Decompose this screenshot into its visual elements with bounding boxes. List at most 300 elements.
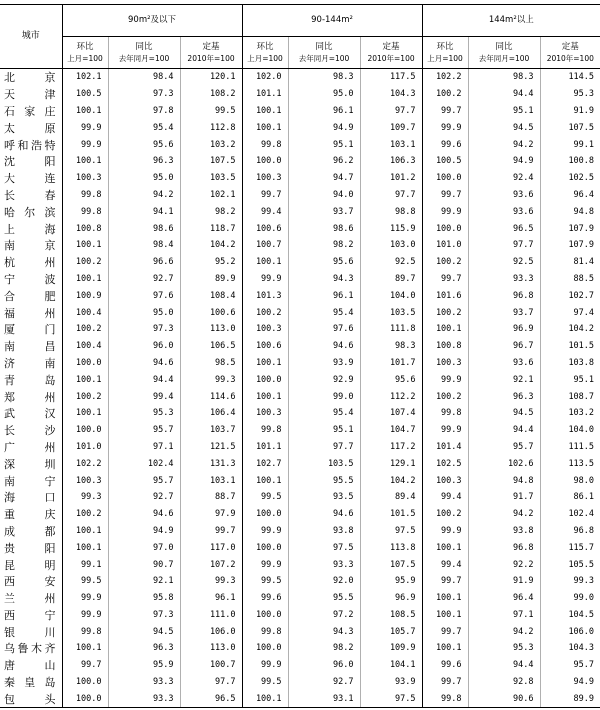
index-value: 104.2 xyxy=(540,321,600,338)
sub-header-label: 定基 xyxy=(561,41,579,52)
index-value: 111.0 xyxy=(180,607,242,624)
index-value: 94.2 xyxy=(468,623,540,640)
index-value: 98.2 xyxy=(288,237,360,254)
index-value: 94.9 xyxy=(468,153,540,170)
index-value: 100.3 xyxy=(422,472,468,489)
index-value: 95.7 xyxy=(540,657,600,674)
index-value: 94.4 xyxy=(468,86,540,103)
index-value: 98.3 xyxy=(360,338,422,355)
city-name: 沈阳 xyxy=(4,155,56,169)
city-name: 成都 xyxy=(4,524,56,538)
index-value: 95.3 xyxy=(540,86,600,103)
table-row xyxy=(0,422,600,439)
index-value: 102.2 xyxy=(422,69,468,86)
city-name: 南京 xyxy=(4,239,56,253)
index-value: 86.1 xyxy=(540,489,600,506)
index-value: 96.7 xyxy=(468,338,540,355)
index-value: 102.1 xyxy=(62,69,108,86)
index-value: 95.6 xyxy=(108,136,180,153)
table-row xyxy=(0,455,600,472)
index-value: 94.2 xyxy=(468,506,540,523)
index-value: 100.3 xyxy=(422,355,468,372)
table-row xyxy=(0,657,600,674)
index-value: 117.2 xyxy=(360,439,422,456)
city-name: 贵阳 xyxy=(4,541,56,555)
index-value: 99.4 xyxy=(108,388,180,405)
sub-header-label: 环比 xyxy=(76,41,94,52)
index-value: 99.8 xyxy=(242,422,288,439)
city-name: 海口 xyxy=(4,491,56,505)
index-value: 114.6 xyxy=(180,388,242,405)
index-value: 103.0 xyxy=(360,237,422,254)
city-name: 广州 xyxy=(4,440,56,454)
sub-header-label: 同比 xyxy=(135,41,153,52)
city-name: 银川 xyxy=(4,625,56,639)
index-value: 95.1 xyxy=(288,136,360,153)
index-value: 94.6 xyxy=(108,506,180,523)
index-value: 103.5 xyxy=(360,304,422,321)
city-column-header: 城市 xyxy=(0,5,62,69)
index-value: 93.7 xyxy=(288,203,360,220)
index-value: 97.3 xyxy=(108,321,180,338)
index-value: 99.6 xyxy=(242,590,288,607)
index-value: 92.0 xyxy=(288,573,360,590)
index-value: 97.7 xyxy=(288,439,360,456)
index-value: 100.1 xyxy=(242,690,288,707)
index-value: 93.6 xyxy=(468,355,540,372)
index-value: 98.6 xyxy=(108,220,180,237)
index-value: 104.1 xyxy=(360,657,422,674)
index-value: 97.3 xyxy=(108,86,180,103)
index-value: 104.3 xyxy=(540,640,600,657)
index-value: 103.1 xyxy=(360,136,422,153)
index-value: 107.2 xyxy=(180,556,242,573)
sub-header-fixed-base xyxy=(180,37,242,69)
index-value: 100.1 xyxy=(62,271,108,288)
index-value: 103.8 xyxy=(540,355,600,372)
index-value: 97.3 xyxy=(108,607,180,624)
index-value: 121.5 xyxy=(180,439,242,456)
sub-header-base: 去年同月=100 xyxy=(298,53,350,63)
table-row xyxy=(0,355,600,372)
index-value: 99.9 xyxy=(242,271,288,288)
index-value: 94.6 xyxy=(108,355,180,372)
index-value: 102.1 xyxy=(180,187,242,204)
index-value: 90.7 xyxy=(108,556,180,573)
index-value: 108.2 xyxy=(180,86,242,103)
index-value: 99.1 xyxy=(62,556,108,573)
index-value: 100.1 xyxy=(242,254,288,271)
price-index-table xyxy=(0,4,600,708)
index-value: 88.5 xyxy=(540,271,600,288)
index-value: 100.1 xyxy=(62,523,108,540)
index-value: 99.8 xyxy=(422,690,468,707)
table-row xyxy=(0,254,600,271)
index-value: 100.1 xyxy=(242,355,288,372)
index-value: 95.6 xyxy=(360,371,422,388)
sub-header-base: 上月=100 xyxy=(427,53,463,63)
index-value: 100.1 xyxy=(422,539,468,556)
index-value: 96.9 xyxy=(360,590,422,607)
index-value: 99.7 xyxy=(242,187,288,204)
index-value: 103.2 xyxy=(180,136,242,153)
index-value: 100.9 xyxy=(62,287,108,304)
sub-header-mom xyxy=(242,37,288,69)
index-value: 99.9 xyxy=(422,119,468,136)
index-value: 96.5 xyxy=(180,690,242,707)
city-name: 唐山 xyxy=(4,659,56,673)
index-value: 100.0 xyxy=(422,170,468,187)
index-value: 94.5 xyxy=(468,405,540,422)
table-row xyxy=(0,472,600,489)
index-value: 96.3 xyxy=(108,640,180,657)
index-value: 97.9 xyxy=(180,506,242,523)
index-value: 100.2 xyxy=(242,304,288,321)
index-value: 94.1 xyxy=(108,203,180,220)
index-value: 95.5 xyxy=(288,590,360,607)
index-value: 99.5 xyxy=(62,573,108,590)
index-value: 104.3 xyxy=(360,86,422,103)
index-value: 93.9 xyxy=(288,355,360,372)
city-name: 北京 xyxy=(4,71,56,85)
index-value: 99.9 xyxy=(62,119,108,136)
index-value: 93.8 xyxy=(468,523,540,540)
index-value: 101.3 xyxy=(242,287,288,304)
city-name: 武汉 xyxy=(4,407,56,421)
index-value: 100.1 xyxy=(242,103,288,120)
index-value: 96.5 xyxy=(468,220,540,237)
sub-header-mom xyxy=(422,37,468,69)
index-value: 99.8 xyxy=(242,623,288,640)
index-value: 100.2 xyxy=(62,321,108,338)
sub-header-label: 同比 xyxy=(495,41,513,52)
index-value: 108.7 xyxy=(540,388,600,405)
city-name: 昆明 xyxy=(4,558,56,572)
city-name: 厦门 xyxy=(4,323,56,337)
index-value: 94.4 xyxy=(108,371,180,388)
table-row xyxy=(0,674,600,691)
index-value: 101.5 xyxy=(540,338,600,355)
city-name: 福州 xyxy=(4,306,56,320)
index-value: 97.8 xyxy=(108,103,180,120)
index-value: 95.3 xyxy=(468,640,540,657)
index-value: 99.9 xyxy=(422,371,468,388)
index-value: 100.3 xyxy=(62,170,108,187)
city-name: 南宁 xyxy=(4,474,56,488)
index-value: 98.6 xyxy=(288,220,360,237)
index-value: 98.4 xyxy=(108,237,180,254)
index-value: 100.8 xyxy=(540,153,600,170)
index-value: 93.7 xyxy=(468,304,540,321)
city-name: 合肥 xyxy=(4,289,56,303)
index-value: 95.4 xyxy=(288,405,360,422)
index-value: 100.0 xyxy=(242,640,288,657)
index-value: 100.4 xyxy=(62,338,108,355)
index-value: 97.5 xyxy=(360,523,422,540)
index-value: 94.9 xyxy=(540,674,600,691)
city-name: 西宁 xyxy=(4,608,56,622)
index-value: 102.2 xyxy=(62,455,108,472)
index-value: 98.2 xyxy=(288,640,360,657)
index-value: 93.6 xyxy=(468,187,540,204)
index-value: 111.8 xyxy=(360,321,422,338)
index-value: 100.1 xyxy=(422,640,468,657)
index-value: 105.5 xyxy=(540,556,600,573)
index-value: 94.5 xyxy=(468,119,540,136)
index-value: 100.2 xyxy=(422,388,468,405)
index-value: 102.6 xyxy=(468,455,540,472)
index-value: 108.5 xyxy=(360,607,422,624)
group-header-large: 144m²以上 xyxy=(422,5,600,37)
index-value: 107.5 xyxy=(180,153,242,170)
index-value: 99.9 xyxy=(62,607,108,624)
index-value: 103.5 xyxy=(180,170,242,187)
index-value: 99.4 xyxy=(422,489,468,506)
index-value: 97.4 xyxy=(540,304,600,321)
index-value: 99.0 xyxy=(288,388,360,405)
index-value: 100.1 xyxy=(242,472,288,489)
index-value: 98.5 xyxy=(180,355,242,372)
index-value: 100.2 xyxy=(62,388,108,405)
index-value: 95.1 xyxy=(288,422,360,439)
index-value: 96.0 xyxy=(108,338,180,355)
index-value: 99.5 xyxy=(242,674,288,691)
index-value: 109.9 xyxy=(360,640,422,657)
index-value: 95.9 xyxy=(360,573,422,590)
index-value: 99.0 xyxy=(540,590,600,607)
city-name: 兰州 xyxy=(4,592,56,606)
index-value: 102.4 xyxy=(108,455,180,472)
index-value: 131.3 xyxy=(180,455,242,472)
table-row xyxy=(0,86,600,103)
index-value: 94.2 xyxy=(468,136,540,153)
index-value: 97.2 xyxy=(288,607,360,624)
index-value: 100.1 xyxy=(62,103,108,120)
index-value: 99.7 xyxy=(422,623,468,640)
index-value: 102.0 xyxy=(242,69,288,86)
city-name: 包头 xyxy=(0,690,62,707)
index-value: 99.9 xyxy=(422,523,468,540)
table-row xyxy=(0,203,600,220)
index-value: 99.5 xyxy=(180,103,242,120)
index-value: 100.2 xyxy=(422,304,468,321)
index-value: 97.7 xyxy=(180,674,242,691)
index-value: 100.3 xyxy=(62,472,108,489)
sub-header-base: 上月=100 xyxy=(247,53,283,63)
index-value: 98.3 xyxy=(468,69,540,86)
city-name: 乌鲁木齐 xyxy=(4,642,56,656)
index-value: 93.5 xyxy=(288,489,360,506)
index-value: 103.1 xyxy=(180,472,242,489)
index-value: 106.0 xyxy=(180,623,242,640)
index-value: 93.9 xyxy=(360,674,422,691)
index-value: 95.9 xyxy=(108,657,180,674)
index-value: 106.3 xyxy=(360,153,422,170)
index-value: 103.2 xyxy=(540,405,600,422)
index-value: 100.1 xyxy=(62,371,108,388)
index-value: 96.2 xyxy=(288,153,360,170)
index-value: 99.8 xyxy=(242,136,288,153)
index-value: 118.7 xyxy=(180,220,242,237)
index-value: 92.8 xyxy=(468,674,540,691)
index-value: 100.0 xyxy=(242,506,288,523)
index-value: 88.7 xyxy=(180,489,242,506)
city-name: 郑州 xyxy=(4,390,56,404)
index-value: 89.4 xyxy=(360,489,422,506)
index-value: 100.8 xyxy=(62,220,108,237)
index-value: 90.6 xyxy=(468,690,540,707)
index-value: 99.7 xyxy=(422,271,468,288)
index-value: 105.7 xyxy=(360,623,422,640)
index-value: 115.7 xyxy=(540,539,600,556)
index-value: 93.8 xyxy=(288,523,360,540)
index-value: 95.7 xyxy=(468,439,540,456)
index-value: 100.6 xyxy=(242,338,288,355)
index-value: 99.3 xyxy=(180,573,242,590)
index-value: 111.5 xyxy=(540,439,600,456)
index-value: 100.5 xyxy=(62,86,108,103)
group-header-medium: 90-144m² xyxy=(242,5,422,37)
index-value: 100.1 xyxy=(422,590,468,607)
table-row xyxy=(0,590,600,607)
index-value: 107.5 xyxy=(540,119,600,136)
index-value: 95.4 xyxy=(108,119,180,136)
index-value: 100.0 xyxy=(62,422,108,439)
index-value: 94.6 xyxy=(288,338,360,355)
index-value: 100.5 xyxy=(422,153,468,170)
index-value: 100.2 xyxy=(62,254,108,271)
sub-header-label: 定基 xyxy=(202,41,220,52)
index-value: 99.9 xyxy=(422,422,468,439)
city-name: 长春 xyxy=(4,188,56,202)
index-value: 92.2 xyxy=(468,556,540,573)
sub-header-mom xyxy=(62,37,108,69)
index-value: 107.9 xyxy=(540,220,600,237)
table-row xyxy=(0,237,600,254)
city-name: 大连 xyxy=(4,172,56,186)
index-value: 95.0 xyxy=(108,304,180,321)
index-value: 96.3 xyxy=(108,153,180,170)
index-value: 101.2 xyxy=(360,170,422,187)
index-value: 112.2 xyxy=(360,388,422,405)
table-row xyxy=(0,388,600,405)
sub-header-label: 定基 xyxy=(382,41,400,52)
city-name: 呼和浩特 xyxy=(4,138,56,152)
index-value: 99.4 xyxy=(242,203,288,220)
index-value: 92.5 xyxy=(468,254,540,271)
table-row xyxy=(0,153,600,170)
index-value: 100.1 xyxy=(242,119,288,136)
index-value: 101.1 xyxy=(242,86,288,103)
index-value: 89.9 xyxy=(540,690,600,707)
index-value: 109.7 xyxy=(360,119,422,136)
index-value: 97.6 xyxy=(288,321,360,338)
index-value: 100.2 xyxy=(422,254,468,271)
index-value: 113.0 xyxy=(180,321,242,338)
sub-header-base: 去年同月=100 xyxy=(118,53,170,63)
sub-header-label: 环比 xyxy=(256,41,274,52)
table-row xyxy=(0,69,600,86)
index-value: 100.2 xyxy=(422,506,468,523)
index-value: 94.2 xyxy=(108,187,180,204)
index-value: 97.1 xyxy=(108,439,180,456)
city-name: 济南 xyxy=(4,356,56,370)
index-value: 95.2 xyxy=(180,254,242,271)
index-value: 95.6 xyxy=(288,254,360,271)
index-value: 100.6 xyxy=(180,304,242,321)
index-value: 97.6 xyxy=(108,287,180,304)
index-value: 114.5 xyxy=(540,69,600,86)
index-value: 99.9 xyxy=(242,523,288,540)
index-value: 102.7 xyxy=(242,455,288,472)
city-name: 哈尔滨 xyxy=(4,205,56,219)
index-value: 92.1 xyxy=(108,573,180,590)
table-row xyxy=(0,371,600,388)
index-value: 100.0 xyxy=(242,539,288,556)
index-value: 99.9 xyxy=(62,590,108,607)
sub-header-label: 同比 xyxy=(315,41,333,52)
index-value: 102.5 xyxy=(540,170,600,187)
table-row xyxy=(0,489,600,506)
index-value: 96.8 xyxy=(468,287,540,304)
index-value: 106.5 xyxy=(180,338,242,355)
index-value: 102.4 xyxy=(540,506,600,523)
index-value: 100.3 xyxy=(242,170,288,187)
index-value: 100.1 xyxy=(422,607,468,624)
index-value: 91.9 xyxy=(540,103,600,120)
index-value: 97.5 xyxy=(288,539,360,556)
index-value: 91.9 xyxy=(468,573,540,590)
index-value: 115.9 xyxy=(360,220,422,237)
index-value: 99.7 xyxy=(422,187,468,204)
index-value: 94.8 xyxy=(540,203,600,220)
index-value: 97.7 xyxy=(360,187,422,204)
index-value: 117.0 xyxy=(180,539,242,556)
index-value: 100.6 xyxy=(242,220,288,237)
index-value: 99.9 xyxy=(242,657,288,674)
index-value: 104.0 xyxy=(540,422,600,439)
index-value: 107.5 xyxy=(360,556,422,573)
index-value: 101.4 xyxy=(422,439,468,456)
index-value: 102.5 xyxy=(422,455,468,472)
table-row xyxy=(0,187,600,204)
index-value: 96.3 xyxy=(468,388,540,405)
table-row xyxy=(0,271,600,288)
index-value: 97.5 xyxy=(360,690,422,707)
index-value: 100.3 xyxy=(242,405,288,422)
index-value: 113.0 xyxy=(180,640,242,657)
index-value: 94.8 xyxy=(468,472,540,489)
index-value: 100.2 xyxy=(422,86,468,103)
index-value: 95.8 xyxy=(108,590,180,607)
index-value: 99.7 xyxy=(62,657,108,674)
index-value: 95.0 xyxy=(108,170,180,187)
index-value: 95.7 xyxy=(108,472,180,489)
table-row xyxy=(0,287,600,304)
index-value: 100.3 xyxy=(242,321,288,338)
index-value: 99.7 xyxy=(422,573,468,590)
index-value: 99.8 xyxy=(62,203,108,220)
index-value: 99.7 xyxy=(422,103,468,120)
city-name: 南昌 xyxy=(4,340,56,354)
city-name: 西安 xyxy=(4,575,56,589)
table-row xyxy=(0,623,600,640)
index-value: 93.3 xyxy=(468,271,540,288)
index-value: 100.1 xyxy=(62,640,108,657)
index-value: 102.7 xyxy=(540,287,600,304)
index-value: 99.5 xyxy=(242,573,288,590)
city-name: 石家庄 xyxy=(4,104,56,118)
